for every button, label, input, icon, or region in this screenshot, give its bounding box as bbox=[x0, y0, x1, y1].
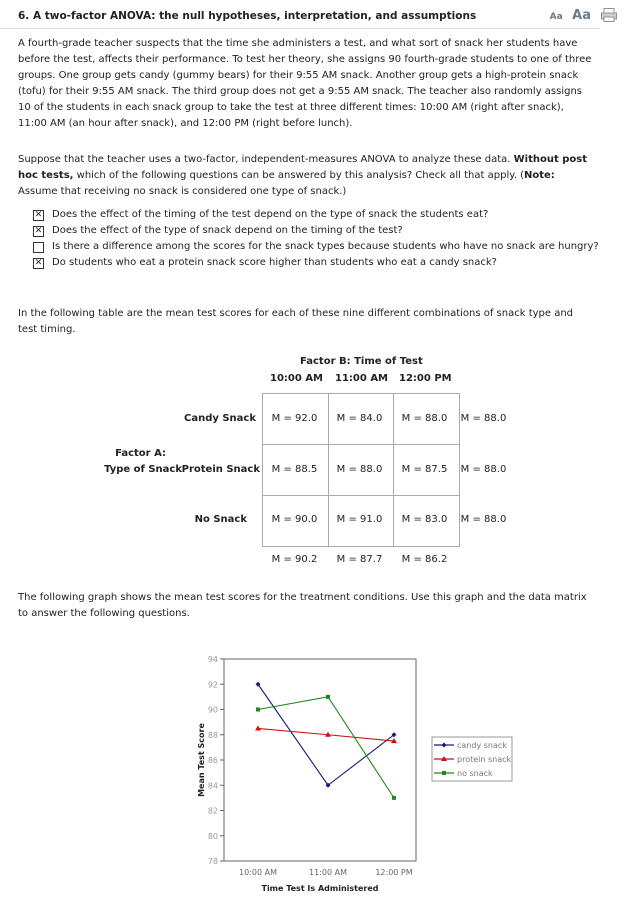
legend-label: no snack bbox=[457, 769, 493, 778]
plot-area bbox=[224, 659, 416, 861]
row-label: Candy Snack bbox=[183, 413, 256, 424]
data-point bbox=[256, 708, 260, 712]
x-tick-label: 10:00 AM bbox=[239, 868, 277, 877]
col-mean: M = 86.2 bbox=[401, 554, 448, 565]
data-point bbox=[392, 796, 396, 800]
font-size-controls bbox=[550, 8, 591, 23]
y-tick-label: 88 bbox=[207, 730, 218, 740]
divider bbox=[0, 28, 600, 29]
table-cell: M = 90.0 bbox=[271, 514, 318, 525]
question-title: 6. A two-factor ANOVA: the null hypotheses, interpretation, and assumptions bbox=[18, 10, 477, 22]
checkbox[interactable]: ✕ bbox=[34, 209, 43, 220]
answer-options bbox=[33, 207, 599, 271]
table-cell: M = 88.0 bbox=[401, 413, 448, 424]
option-3[interactable]: Is there a difference among the scores for the snack types because students who have no snack are hungry? bbox=[33, 239, 599, 255]
y-tick-label: 84 bbox=[207, 781, 218, 791]
data-point bbox=[326, 695, 330, 699]
col-header: 11:00 AM bbox=[335, 373, 389, 384]
x-tick-label: 12:00 PM bbox=[375, 868, 413, 877]
table-cell: M = 88.0 bbox=[336, 464, 383, 475]
col-mean: M = 90.2 bbox=[271, 554, 318, 565]
row-label: Protein Snack bbox=[181, 464, 260, 475]
x-tick-label: 11:00 AM bbox=[309, 868, 347, 877]
table-cell: M = 87.5 bbox=[401, 464, 448, 475]
col-mean: M = 87.7 bbox=[336, 554, 383, 565]
y-tick-label: 92 bbox=[207, 680, 218, 690]
checkbox[interactable] bbox=[33, 242, 44, 253]
col-header: 10:00 AM bbox=[270, 373, 324, 384]
y-tick-label: 94 bbox=[207, 655, 218, 664]
option-2[interactable]: ✕ Does the effect of the type of snack depend on the timing of the test? bbox=[34, 225, 403, 236]
y-axis-label: Mean Test Score bbox=[197, 723, 206, 797]
table-cell: M = 88.5 bbox=[271, 464, 318, 475]
col-header: 12:00 PM bbox=[399, 373, 452, 384]
table-intro: In the following table are the mean test scores for each of these nine different combinations of snack type and test timing. bbox=[18, 308, 574, 335]
table-cell: M = 84.0 bbox=[336, 413, 383, 424]
factor-a-label: Type of Snack bbox=[104, 464, 182, 475]
option-1[interactable]: ✕ Does the effect of the timing of the test depend on the type of snack the students eat? bbox=[34, 209, 489, 220]
print-icon[interactable] bbox=[601, 8, 617, 22]
line-chart bbox=[192, 645, 532, 897]
legend-label: protein snack bbox=[457, 755, 512, 764]
checkbox[interactable]: ✕ bbox=[34, 257, 43, 268]
factor-a-label: Factor A: bbox=[115, 448, 166, 459]
question-text: Suppose that the teacher uses a two-factor, independent-measures ANOVA to analyze these data. Without post hoc tests, which of the following questions can be answered by this analysis? Check all that apply. (Note: Assume that receiving no snack is considered one type of snack.) bbox=[18, 154, 588, 197]
y-tick-label: 90 bbox=[207, 705, 218, 715]
legend-label: candy snack bbox=[457, 741, 507, 750]
row-mean: M = 88.0 bbox=[460, 413, 507, 424]
table-cell: M = 92.0 bbox=[271, 413, 318, 424]
font-smaller-button[interactable]: Aa bbox=[549, 12, 563, 22]
checkbox[interactable]: ✕ bbox=[34, 225, 43, 236]
table-cell: M = 91.0 bbox=[336, 514, 383, 525]
y-tick-label: 86 bbox=[207, 756, 218, 765]
y-tick-label: 80 bbox=[207, 831, 218, 841]
y-tick-label: 78 bbox=[207, 857, 218, 866]
row-label: No Snack bbox=[194, 514, 247, 525]
legend-marker bbox=[442, 771, 446, 775]
factor-b-label: Factor B: Time of Test bbox=[300, 356, 423, 367]
x-axis-label: Time Test Is Administered bbox=[261, 884, 379, 893]
graph-intro: The following graph shows the mean test scores for the treatment conditions. Use this graph and the data matrix to answer the following questions. bbox=[18, 592, 587, 619]
font-larger-button[interactable]: Aa bbox=[572, 8, 591, 23]
y-tick-label: 82 bbox=[207, 806, 218, 816]
row-mean: M = 88.0 bbox=[460, 464, 507, 475]
row-mean: M = 88.0 bbox=[460, 514, 507, 525]
table-cell: M = 83.0 bbox=[401, 514, 448, 525]
option-4[interactable]: ✕ Do students who eat a protein snack score higher than students who eat a candy snack? bbox=[34, 257, 497, 268]
scenario-text: A fourth-grade teacher suspects that the time she administers a test, and what sort of snack her students have before the test, affects their performance. To test her theory, she assigns 90 fourth-grade students to one of three groups. One group gets candy (gummy bears) for their 9:55 AM snack. Another group gets a high-protein snack (tofu) for their 9:55 AM snack. The third group does not get a 9:55 AM snack. The teacher also randomly assigns 10 of the students in each snack group to take the test at three different times: 10:00 AM (right after snack), 11:00 AM (an hour after snack), and 12:00 PM (right before lunch). bbox=[18, 38, 592, 129]
